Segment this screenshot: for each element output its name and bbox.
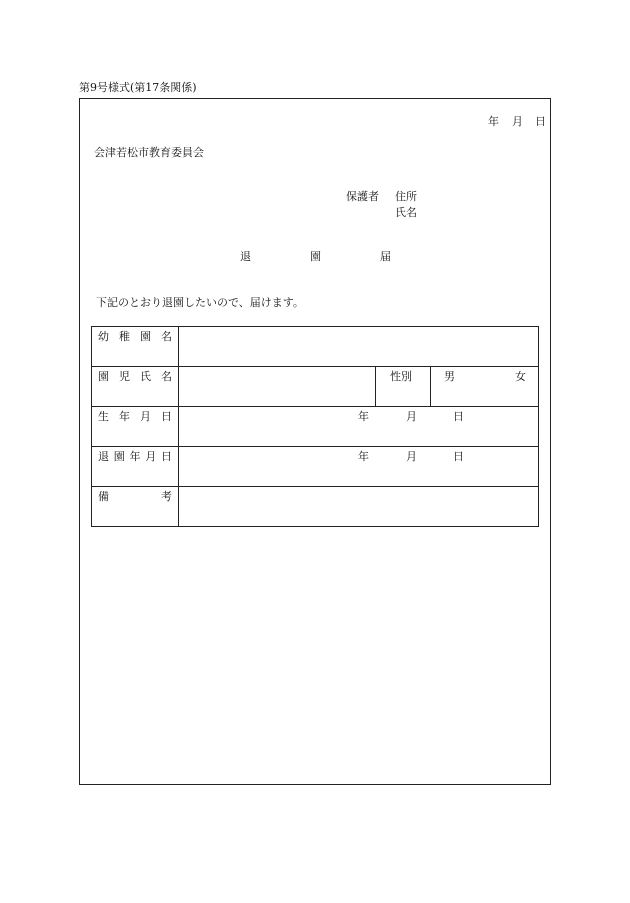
withdrawal-day: 日 xyxy=(453,450,464,463)
label-char: 年 xyxy=(119,410,130,423)
guardian-label: 保護者 xyxy=(346,190,379,203)
birthdate-day: 日 xyxy=(453,410,464,423)
form-number: 第9号様式(第17条関係) xyxy=(79,81,197,94)
label-char: 年 xyxy=(129,450,141,463)
label-char: 備 xyxy=(98,490,109,503)
birthdate-label xyxy=(98,411,172,422)
label-char: 考 xyxy=(161,490,172,503)
gender-left-divider xyxy=(375,366,376,406)
gender-right-divider xyxy=(430,366,431,406)
title-char-3: 届 xyxy=(380,250,391,263)
withdrawal-month: 月 xyxy=(406,450,417,463)
label-char: 園 xyxy=(98,370,109,383)
label-char: 氏 xyxy=(140,370,151,383)
guardian-address-label: 住所 xyxy=(395,190,417,203)
label-char: 日 xyxy=(161,410,172,423)
label-char: 退 xyxy=(98,450,109,463)
withdrawal-year: 年 xyxy=(358,450,369,463)
title-char-2: 園 xyxy=(310,250,321,263)
label-char: 園 xyxy=(113,450,125,463)
label-char: 月 xyxy=(140,410,151,423)
date-day-label: 日 xyxy=(535,115,546,128)
label-char: 園 xyxy=(140,330,151,343)
row-divider xyxy=(92,406,538,407)
remarks-label xyxy=(98,491,172,502)
label-char: 名 xyxy=(161,370,172,383)
label-char: 名 xyxy=(161,330,172,343)
label-char: 幼 xyxy=(98,330,109,343)
intro-text: 下記のとおり退園したいので、届けます。 xyxy=(96,296,304,309)
label-char: 月 xyxy=(145,450,157,463)
addressee: 会津若松市教育委員会 xyxy=(94,146,204,159)
row-divider xyxy=(92,486,538,487)
label-char: 稚 xyxy=(119,330,130,343)
gender-label: 性別 xyxy=(390,370,412,383)
kindergarten-name-label xyxy=(98,331,172,342)
gender-female: 女 xyxy=(515,370,526,383)
birthdate-year: 年 xyxy=(358,410,369,423)
label-char: 生 xyxy=(98,410,109,423)
label-char: 児 xyxy=(119,370,130,383)
label-column-divider xyxy=(178,327,179,526)
row-divider xyxy=(92,366,538,367)
date-year-label: 年 xyxy=(488,115,499,128)
birthdate-month: 月 xyxy=(406,410,417,423)
date-month-label: 月 xyxy=(512,115,523,128)
child-name-label xyxy=(98,371,172,382)
title-char-1: 退 xyxy=(240,250,251,263)
row-divider xyxy=(92,446,538,447)
withdrawal-date-label xyxy=(98,451,172,462)
gender-male: 男 xyxy=(444,370,455,383)
form-table xyxy=(91,326,539,527)
label-char: 日 xyxy=(161,450,172,463)
guardian-name-label: 氏名 xyxy=(395,206,417,219)
